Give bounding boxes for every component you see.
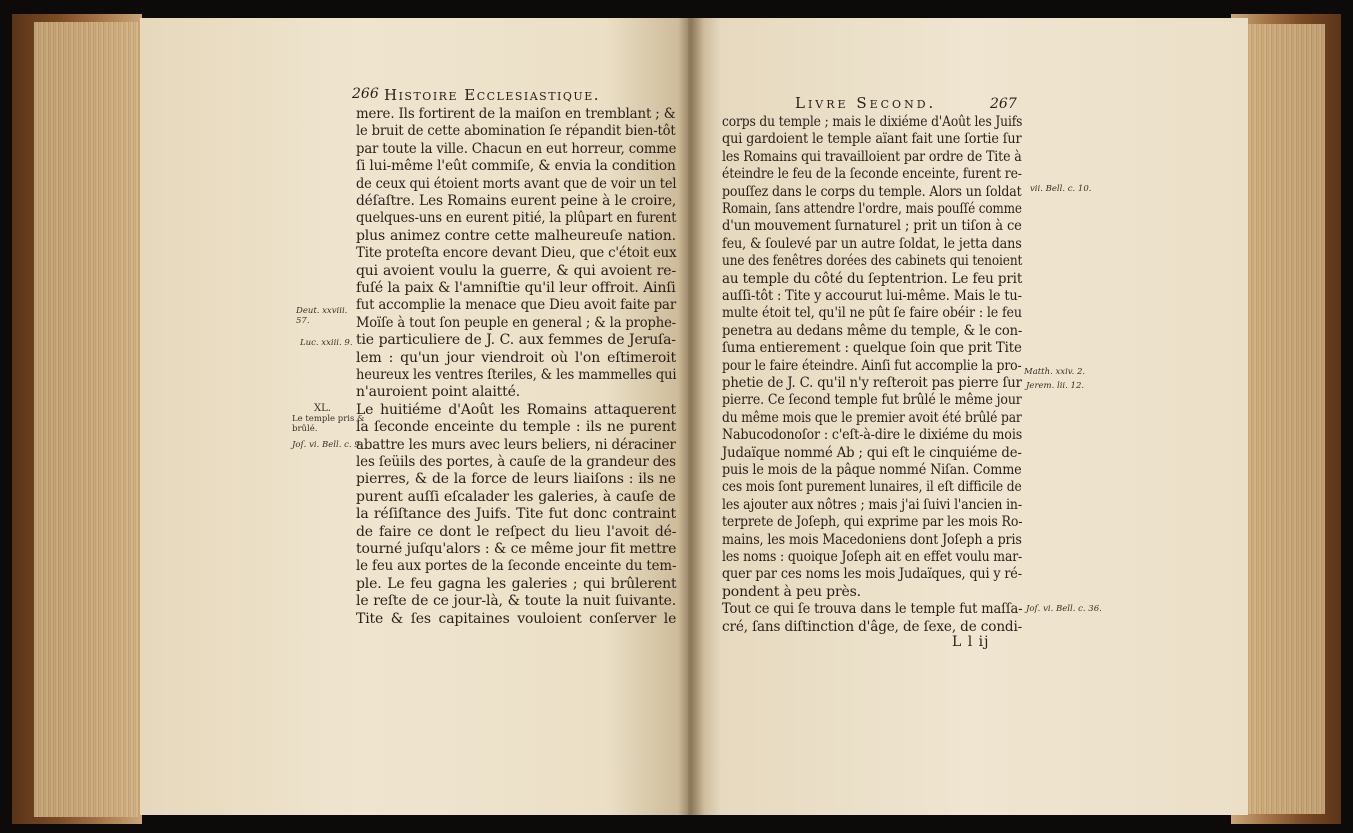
right-text-line: auſſi-tôt : Tite y accourut lui-même. Mais le tu- bbox=[722, 288, 1022, 304]
margin-note-deut-verse: 57. bbox=[296, 316, 310, 326]
left-page-number: 266 bbox=[352, 86, 379, 102]
right-text-line: cré, ſans diſtinction d'âge, de ſexe, de condi- bbox=[722, 618, 1023, 635]
left-text-line: le feu aux portes de la ſeconde enceinte du tem- bbox=[356, 558, 677, 575]
right-text-line: une des fenêtres dorées des cabinets qui tenoient bbox=[722, 253, 1023, 270]
right-text-line: Judaïque nommé Ab ; qui eſt le cinquiéme de- bbox=[722, 444, 1022, 461]
margin-note-burned: brûlé. bbox=[292, 424, 318, 434]
right-text-line: pouſſez dans le corps du temple. Alors un ſoldat bbox=[722, 183, 1022, 200]
right-text-line: au temple du côté du ſeptentrion. Le feu prit bbox=[722, 270, 1023, 287]
margin-note-bell-36: Joſ. vi. Bell. c. 36. bbox=[1026, 604, 1102, 614]
left-text-line: la réſiſtance des Juifs. Tite fut donc contraint bbox=[356, 506, 676, 523]
margin-note-luc: Luc. xxiii. 9. bbox=[300, 338, 353, 348]
left-text-line: le reſte de ce jour-là, & toute la nuit ſuivante. bbox=[356, 593, 677, 610]
left-text-line: tie particuliere de J. C. aux femmes de Jeruſa- bbox=[356, 332, 676, 349]
margin-note-bell-10: vii. Bell. c. 10. bbox=[1030, 184, 1092, 194]
right-text-line: terprete de Joſeph, qui exprime par les mois Ro- bbox=[722, 514, 1023, 531]
left-text-line: quelques-uns en eurent pitié, la plûpart en furent bbox=[356, 210, 677, 227]
right-text-line: les noms : quoique Joſeph ait en effet voulu mar- bbox=[722, 549, 1023, 565]
left-text-line: tourné juſqu'alors : & ce même jour fit mettre bbox=[356, 541, 677, 557]
margin-note-section: XL. bbox=[314, 403, 331, 414]
right-text-line: les ajouter aux nôtres ; mais j'ai ſuivi l'ancien in- bbox=[722, 496, 1022, 513]
left-text-line: ſi lui-même l'eût commiſe, & envia la condition bbox=[356, 158, 676, 175]
right-text-line: Romain, ſans attendre l'ordre, mais pouſſé comme bbox=[722, 201, 1022, 217]
right-text-line: du même mois que le premier avoit été brûlé par bbox=[722, 409, 1022, 426]
left-text-line: de ceux qui étoient morts avant que de voir un tel bbox=[356, 175, 677, 192]
right-text-line: d'un mouvement ſurnaturel ; prit un tiſon à ce bbox=[722, 218, 1022, 235]
left-text-line: Moïſe à tout ſon peuple en general ; & la prophe- bbox=[356, 314, 676, 331]
right-text-line: quer par ces noms les mois Judaïques, qui y ré- bbox=[722, 566, 1022, 583]
left-text-line: fut accomplie la menace que Dieu avoit faite par bbox=[356, 297, 677, 314]
margin-note-temple-title: Le temple pris & bbox=[292, 414, 365, 424]
right-text-line: pour le faire éteindre. Ainſi fut accomplie la pro- bbox=[722, 357, 1022, 374]
left-text-line: abattre les murs avec leurs beliers, ni déraciner bbox=[356, 436, 676, 453]
left-text-line: lem : qu'un jour viendroit où l'on eſtimeroit bbox=[356, 349, 676, 366]
right-text-line: qui gardoient le temple aïant fait une ſortie ſur bbox=[722, 131, 1022, 148]
margin-note-deut: Deut. xxviii. bbox=[296, 306, 348, 316]
left-text-line: qui avoient voulu la guerre, & qui avoient re- bbox=[356, 262, 677, 279]
right-text-line: puis le mois de la pâque nommé Niſan. Comme bbox=[722, 462, 1022, 478]
right-running-head: Livre Second. bbox=[795, 94, 937, 112]
left-text-line: Tite & ſes capitaines vouloient conſerver le bbox=[356, 610, 677, 627]
left-running-head: Histoire Ecclesiastique. bbox=[384, 86, 600, 104]
left-text-line: n'auroient point alaitté. bbox=[356, 384, 521, 401]
right-text-line: penetra au dedans même du temple, & le con- bbox=[722, 322, 1023, 339]
right-text-line: éteindre le feu de la ſeconde enceinte, furent re- bbox=[722, 166, 1022, 183]
right-page-number: 267 bbox=[990, 96, 1017, 112]
right-text-line: pierre. Ce ſecond temple fut brûlé le même jour bbox=[722, 392, 1022, 409]
margin-note-josephus: Joſ. vi. Bell. c. 9. bbox=[292, 440, 363, 450]
left-text-line: le bruit de cette abomination ſe répandit bien-tôt bbox=[356, 123, 676, 140]
left-text-line: la ſeconde enceinte du temple : ils ne purent bbox=[356, 419, 677, 436]
left-text-line: de faire ce dont le reſpect du lieu l'avoit dé- bbox=[356, 523, 677, 540]
gutter-shadow bbox=[678, 18, 704, 815]
right-page-edges bbox=[1237, 24, 1325, 814]
left-body-text bbox=[356, 106, 676, 636]
right-text-line: les Romains qui travailloient par ordre de Tite à bbox=[722, 148, 1022, 165]
right-text-line: feu, & ſoulevé par un autre ſoldat, le jetta dans bbox=[722, 235, 1022, 252]
left-text-line: plus animez contre cette malheureuſe nation. bbox=[356, 227, 676, 244]
margin-note-matth: Matth. xxiv. 2. bbox=[1024, 367, 1086, 377]
right-text-line: ſuma entierement : quelque ſoin que prit Tite bbox=[722, 340, 1022, 357]
left-text-line: purent auſſi eſcalader les galeries, à cauſe de bbox=[356, 488, 676, 505]
right-text-line: multe étoit tel, qu'il ne pût ſe faire obéir : le feu bbox=[722, 305, 1022, 322]
left-page-edges bbox=[34, 22, 139, 817]
right-text-line: corps du temple ; mais le dixiéme d'Août les Juifs bbox=[722, 114, 1023, 130]
left-text-line: déſaſtre. Les Romains eurent peine à le croire, bbox=[356, 193, 677, 209]
right-text-line: ces mois ſont purement lunaires, il eſt difficile de bbox=[722, 479, 1022, 496]
left-text-line: Tite proteſta encore devant Dieu, que c'étoit eux bbox=[356, 245, 677, 262]
right-text-line: pondent à peu près. bbox=[722, 583, 861, 600]
left-text-line: les ſeüils des portes, à cauſe de la grandeur des bbox=[356, 454, 676, 470]
left-text-line: pierres, & de la force de leurs liaiſons : ils ne bbox=[356, 471, 676, 488]
right-text-line: mains, les mois Macedoniens dont Joſeph a pris bbox=[722, 531, 1022, 548]
left-text-line: ple. Le feu gagna les galeries ; qui brûlerent bbox=[356, 575, 677, 592]
left-text-line: Le huitiéme d'Août les Romains attaquerent bbox=[356, 401, 677, 418]
margin-note-jerem: Jerem. lii. 12. bbox=[1026, 381, 1085, 391]
left-text-line: mere. Ils fortirent de la maiſon en tremblant ; & bbox=[356, 106, 676, 122]
left-text-line: fuſé la paix & l'amniſtie qu'il leur offroit. Ainſi bbox=[356, 280, 676, 296]
right-body-text bbox=[722, 114, 1022, 634]
right-text-line: Tout ce qui ſe trouva dans le temple fut maſſa- bbox=[722, 601, 1023, 618]
signature-mark: L l ij bbox=[952, 634, 990, 650]
left-text-line: par toute la ville. Chacun en eut horreur, comme bbox=[356, 140, 677, 157]
right-text-line: phetie de J. C. qu'il n'y reſteroit pas pierre ſur bbox=[722, 375, 1022, 391]
right-text-line: Nabucodonoſor : c'eſt-à-dire le dixiéme du mois bbox=[722, 427, 1023, 444]
left-text-line: heureux les ventres ſteriles, & les mammelles qui bbox=[356, 367, 677, 383]
